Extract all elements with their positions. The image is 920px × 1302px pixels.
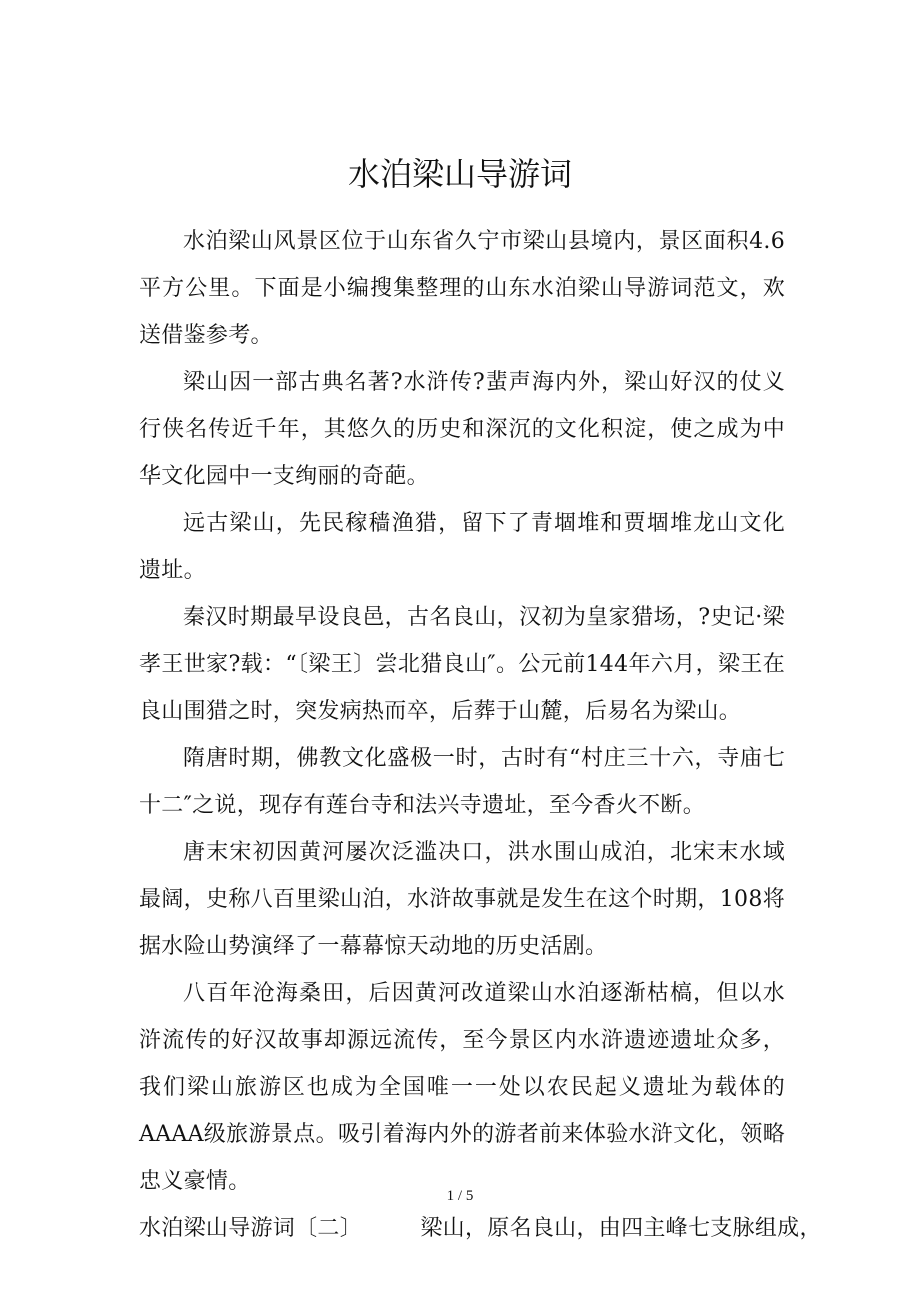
- paragraph-5: 隋唐时期，佛教文化盛极一时，古时有“村庄三十六，寺庙七十二″之说，现存有莲台寺和法兴寺遗址，至今香火不断。: [139, 746, 785, 818]
- paragraph-4: 秦汉时期最早设良邑，古名良山，汉初为皇家猎场，?史记·梁孝王世家?载：“〔梁王〕尝北猎良山″。公元前144年六月，梁王在良山围猎之时，突发病热而卒，后葬于山麓，后易名为梁山。: [139, 605, 785, 724]
- paragraph-3: 远古梁山，先民稼穑渔猎，留下了青堌堆和贾堌堆龙山文化遗址。: [139, 511, 785, 583]
- section-start-text: 梁山，原名良山，由四主峰七支脉组成，: [420, 1216, 822, 1241]
- page-number: 1 / 5: [446, 1188, 474, 1204]
- section-heading: 水泊梁山导游词〔二〕: [139, 1216, 363, 1241]
- paragraph-6: 唐末宋初因黄河屡次泛滥决口，洪水围山成泊，北宋末水域最阔，史称八百里梁山泊，水浒故事就是发生在这个时期，108将据水险山势演绎了一幕幕惊天动地的历史活剧。: [139, 840, 785, 959]
- paragraph-2: 梁山因一部古典名著?水浒传?蜚声海内外，梁山好汉的仗义行侠名传近千年，其悠久的历史和深沉的文化积淀，使之成为中华文化园中一支绚丽的奇葩。: [139, 370, 785, 489]
- document-body: [139, 218, 822, 1252]
- section-two-line: [139, 1205, 822, 1252]
- paragraph-1: 水泊梁山风景区位于山东省久宁市梁山县境内，景区面积4.6平方公里。下面是小编搜集整理的山东水泊梁山导游词范文，欢送借鉴参考。: [139, 229, 785, 348]
- paragraph-7: 八百年沧海桑田，后因黄河改道梁山水泊逐渐枯槁，但以水浒流传的好汉故事却源远流传，至今景区内水浒遗迹遗址众多，我们梁山旅游区也成为全国唯一一处以农民起义遗址为载体的AAAA级旅游景点。吸引着海内外的游者前来体验水浒文化，领略忠义豪情。: [139, 981, 785, 1194]
- page-title: 水泊梁山导游词: [347, 155, 572, 193]
